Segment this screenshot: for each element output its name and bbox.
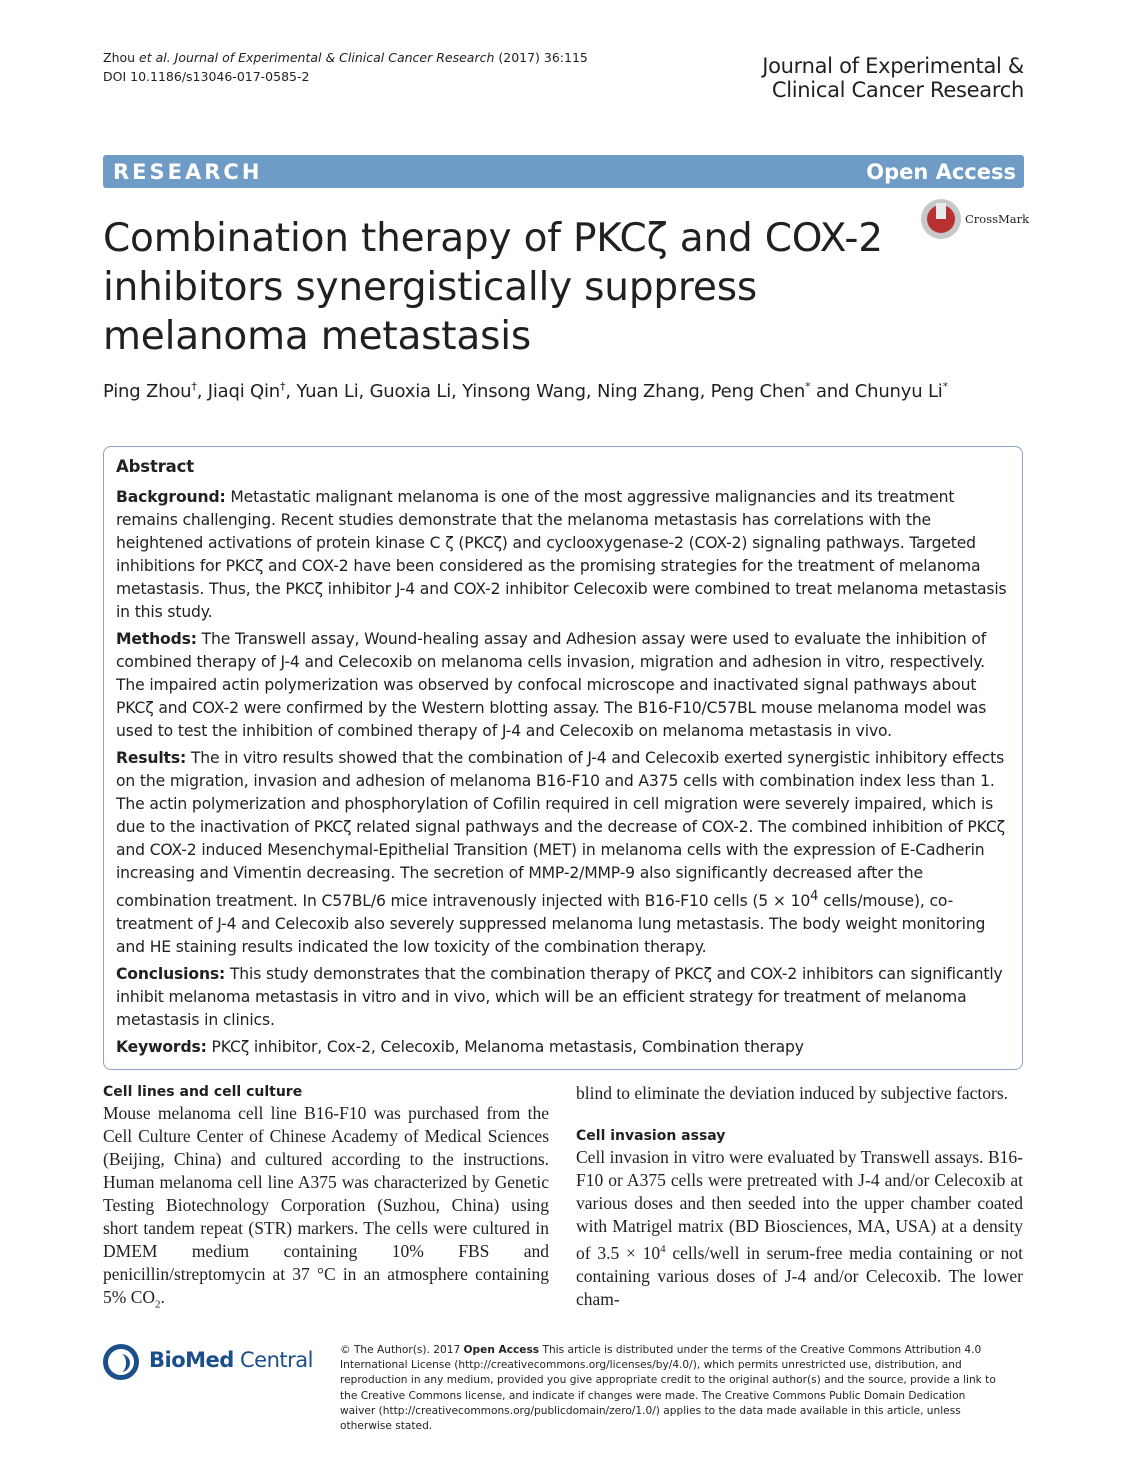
left-column [103,1082,549,1317]
abstract-methods: Methods: The Transwell assay, Wound-healing assay and Adhesion assay were used to evaluate the inhibition of combined therapy of J-4 and Celecoxib on melanoma cells invasion, migration and adhesion in vitro, respectively. The impaired actin polymerization was observed by confocal microscope and inactivated signal pathways about PKCζ and COX-2 were confirmed by the Western blotting assay. The B16-F10/C57BL mouse melanoma model was used to test the inhibition of combined therapy of J-4 and Celecoxib on melanoma metastasis in vivo. [116,630,987,740]
author-name[interactable]: Guoxia Li [369,381,452,402]
journal-name: Journal of Experimental & Clinical Cancer Research [762,54,1024,102]
biomed-central-logo[interactable]: BioMed Central [103,1344,318,1384]
citation-line-1: Zhou et al. Journal of Experimental & Clinical Cancer Research (2017) 36:115 [103,50,588,65]
open-access-label: Open Access [866,160,1016,184]
abstract-box [103,446,1023,1070]
article-title: Combination therapy of PKCζ and COX-2 inhibitors synergistically suppress melanoma metastasis [103,216,883,359]
author-name[interactable]: Chunyu Li [854,381,943,402]
author-mark: * [805,380,811,393]
author-name[interactable]: Peng Chen [710,381,806,402]
author-mark: * [942,380,948,393]
right-column [576,1082,1023,1311]
article-type-banner [103,155,1024,188]
abstract-heading: Abstract [116,457,195,476]
author-name[interactable]: Jiaqi Qin [207,381,281,402]
citation [103,48,588,86]
doi[interactable]: DOI 10.1186/s13046-017-0585-2 [103,69,310,84]
author-mark: † [191,380,197,393]
author-mark: † [280,380,286,393]
author-name[interactable]: Ping Zhou [103,381,192,402]
author-list: Ping Zhou†, Jiaqi Qin†, Yuan Li, Guoxia Li, Yinsong Wang, Ning Zhang, Peng Chen* and Chunyu Li* [103,380,948,402]
abstract-keywords: Keywords: PKCζ inhibitor, Cox-2, Celecoxib, Melanoma metastasis, Combination therapy [116,1038,804,1057]
section-body-invasion: Cell invasion in vitro were evaluated by Transwell assays. B16-F10 or A375 cells were pretreated with J-4 and/or Celecoxib at various doses and then seeded into the upper chamber coated with Matrigel matrix (BD Biosciences, MA, USA) at a density of $3.5 \times 10^4$ cells/well in serum-free media containing or not containing various doses of J-4 and/or Celecoxib. The lower cham- [576,1147,1024,1309]
continuation-text: blind to eliminate the deviation induced by subjective factors. [576,1083,1009,1103]
section-body-cell-lines: Mouse melanoma cell line B16-F10 was purchased from the Cell Culture Center of Chinese Academy of Medical Sciences (Beijing, China) and cultured according to the instructions. Human melanoma cell line A375 was characterized by Genetic Testing Biotechnology Corporation (Suzhou, China) using short tandem repeat (STR) markers. The cells were cultured in DMEM medium containing 10% FBS and penicillin/streptomycin at 37 °C in an atmosphere containing 5% $CO_2$. [103,1103,549,1311]
article-type-label: RESEARCH [113,160,263,184]
crossmark-icon [921,199,961,239]
author-name[interactable]: Ning Zhang [596,381,700,402]
author-name[interactable]: Yuan Li [296,381,359,402]
section-heading-cell-lines: Cell lines and cell culture [103,1084,303,1100]
license-statement: © The Author(s). 2017 Open Access This article is distributed under the terms of the Creative Commons Attribution 4.0 International License (http://creativecommons.org/licenses/by/4.0/), which permits unrestricted use, distribution, and reproduction in any medium, provided you give appropriate credit to the original author(s) and the source, provide a link to the Creative Commons license, and indicate if changes were made. The Creative Commons Public Domain Dedication waiver (http://creativecommons.org/publicdomain/zero/1.0/) applies to the data made available in this article, unless otherwise stated. [340,1344,996,1433]
biomed-central-icon [103,1344,139,1380]
abstract-results: Results: The in vitro results showed that the combination of J-4 and Celecoxib exerted synergistic inhibitory effects on the migration, invasion and adhesion of melanoma B16-F10 and A375 cells with combination index less than 1. The actin polymerization and phosphorylation of Cofilin required in cell migration were severely impaired, which is due to the inactivation of PKCζ related signal pathways and the decrease of COX-2. The combined inhibition of PKCζ and COX-2 induced Mesenchymal-Epithelial Transition (MET) in melanoma cells with the expression of E-Cadherin increasing and Vimentin decreasing. The secretion of MMP-2/MMP-9 also significantly decreased after the combination treatment. In C57BL/6 mice intravenously injected with B16-F10 cells ($5 \times 10^4$ cells/mouse), co-treatment of J-4 and Celecoxib also severely suppressed melanoma lung metastasis. The body weight monitoring and HE staining results indicated the low toxicity of the combination therapy. [116,749,1005,957]
author-name[interactable]: Yinsong Wang [462,381,586,402]
abstract-background: Background: Metastatic malignant melanoma is one of the most aggressive malignancies and its treatment remains challenging. Recent studies demonstrate that the melanoma metastasis has correlations with the heightened activations of protein kinase C ζ (PKCζ) and cyclooxygenase-2 (COX-2) signaling pathways. Targeted inhibitions for PKCζ and COX-2 have been considered as the promising strategies for the treatment of melanoma metastasis. Thus, the PKCζ inhibitor J-4 and COX-2 inhibitor Celecoxib were combined to treat melanoma metastasis in this study. [116,488,1007,621]
section-heading-invasion: Cell invasion assay [576,1128,726,1144]
crossmark-button[interactable]: CrossMark [921,199,1031,243]
abstract-conclusions: Conclusions: This study demonstrates that the combination therapy of PKCζ and COX-2 inhibitors can significantly inhibit melanoma metastasis in vitro and in vivo, which will be an efficient strategy for treatment of melanoma metastasis in clinics. [116,965,1003,1030]
